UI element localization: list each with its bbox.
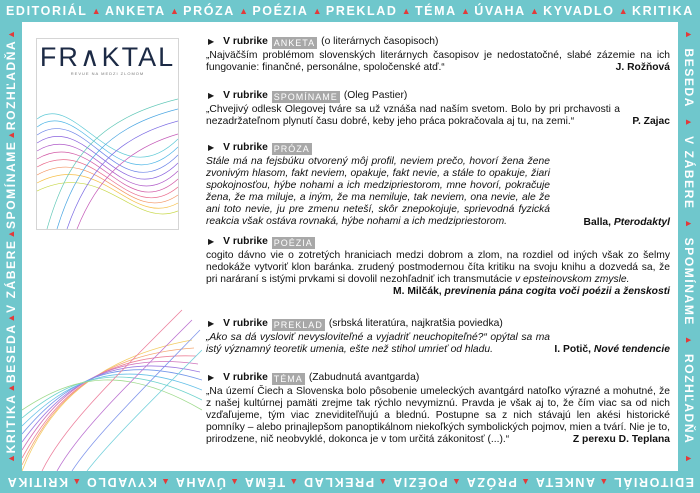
frame-triangle-icon: ▲ [684,335,694,345]
frame-triangle-icon: ▲ [312,6,322,16]
frame-triangle-icon: ▲ [230,477,239,487]
rubric-label: V rubrike [223,318,268,330]
bullet-triangle-icon: ▶ [208,319,215,329]
cover-wave-art [37,79,178,229]
entry-text: Stále má na fejsbúku otvorený môj profil, neviem prečo, hovorí žena žene zvonivým hlasom, fakt neviem, opakuje, fakt nevie, a stále to opakuje, žiari spokojnosťou, hýbe nohami a ich medzipriestorom, mne hovorí, pokračuje žena, že ma miluje, a iným, že ma nemiluje, tak neviem, ona nevie, ale že ani toto nevie, ju pre zmenu neteší, skôr znepokojuje, sprievodná fyzická reakcia však ostáva rovnaká, hýbe nohami a ich medzipriestorom. [206,156,550,228]
frame-section-word: KYVADLO [543,4,615,18]
frame-triangle-icon: ▲ [618,6,628,16]
frame-section-word: V ZÁBERE [682,136,696,210]
rubric-label: V rubrike [223,142,268,154]
frame-section-word: ROZHĽADŇA [682,354,696,445]
frame-section-word: PRÓZA [465,475,517,489]
frame-section-word: KRITIKA [4,393,18,454]
frame-triangle-icon: ▲ [239,6,249,16]
frame-triangle-icon: ▲ [684,219,694,229]
entry-poezia [206,236,670,298]
frame-triangle-icon: ▲ [91,6,101,16]
rubric-tag: SPOMÍNAME [273,91,338,102]
entry-author: Balla, Pterodaktyl [583,216,670,228]
cover-subtitle: REVUE NA MEDZI ZLOMOM [70,71,145,76]
frame-section-word: PREKLAD [325,4,398,18]
frame-triangle-icon: ▲ [529,6,539,16]
entry-author: M. Milčák, previnenia pána cogita voči poézii a ženskosti [393,286,670,298]
entry-proza [206,142,670,229]
frame-section-word: BESEDA [682,48,696,109]
entry-work-title: previnenia pána cogita voči poézii a ženskosti [444,286,670,298]
frame-section-word: TÉMA [414,4,457,18]
entry-text: cogito dávno vie o zotretých hraniciach medzi dobrom a zlom, na rozdiel od iných však zo šelmy nedokáže vytvoriť klon baránka. zrudený postmodernou číta kritiku na svoju knihu a dozvedá sa, že pri naráraní s istými prvkami si dovolil nezohľadniť ich transmutácie v epsteinovskom zmysle. [206,250,670,286]
rubric-label: V rubrike [223,372,268,384]
entry-author: Z perexu D. Teplana [572,434,670,446]
entry-header [206,318,670,331]
frame-section-word: PREKLAD [302,475,375,489]
frame-triangle-icon: ▲ [6,454,16,463]
rubric-note: (o literárnych časopisoch) [321,36,439,48]
frame-section-word: POÉZIA [391,475,448,489]
frame-section-word: ANKETA [534,475,596,489]
entry-text: „Chvejivý odlesk Olegovej tváre sa už vznáša nad naším svetom. Bolo by pri prchavosti a nezadržateľnom plynutí času dobré, keby jeho práca pokračovala aj tu, na zemi.“ [206,104,620,128]
frame-triangle-icon: ▲ [6,313,16,323]
rubric-note: (srbská literatúra, najkratšia poviedka) [328,318,503,330]
frame-section-word: KRITIKA [6,475,69,489]
decorative-swirl [22,300,202,471]
frame-triangle-icon: ▲ [6,383,16,393]
frame-triangle-icon: ▲ [401,6,411,16]
rubric-tag: ANKETA [273,37,316,48]
frame-triangle-icon: ▲ [6,30,16,39]
entry-header [206,236,670,249]
bullet-triangle-icon: ▶ [208,37,215,47]
frame-section-word: ÚVAHA [474,4,526,18]
rubric-label: V rubrike [223,236,268,248]
entry-text: „Ako sa dá vysloviť nevysloviteľné a vyjadriť neuchopiteľné?“ opýtal sa ma istý významný teoretik umenia, ešte než stihol umrieť od hladu. [206,332,550,356]
frame-triangle-icon: ▲ [6,130,16,140]
bullet-triangle-icon: ▶ [208,91,215,101]
entry-author: J. Rožňová [615,62,670,74]
frame-triangle-icon: ▲ [599,477,609,487]
rubric-label: V rubrike [223,36,268,48]
frame-section-word: PRÓZA [183,4,235,18]
entry-author: I. Potič, Nové tendencie [554,344,670,356]
frame-triangle-icon: ▲ [378,477,388,487]
frame-triangle-icon: ▲ [72,477,82,487]
entry-author: P. Zajac [632,116,670,128]
frame-triangle-icon: ▲ [684,30,694,39]
entry-spominame [206,90,670,128]
rubric-note: (Oleg Pastier) [343,90,408,102]
entry-work-title: Pterodaktyl [613,216,670,228]
rubric-tag: POÉZIA [273,237,313,248]
entry-preklad [206,318,670,356]
frame-right [678,22,700,471]
frame-triangle-icon: ▲ [289,477,299,487]
entry-text: „Na území Čiech a Slovenska bolo pôsobenie umeleckých avantgárd natoľko výrazné a mohutné, že z našej kultúrnej pamäti zrejme tak rýchlo nevymiznú. Pravda je však aj to, že čím viac sa od nich vzďaľujeme, tým viac zneviditeľňujú a blednú. Postupne sa z nich stávajú len akési historické pomníky – alebo prinajlepšom panoptikálnom niekoľkých symbolických pojmov, mien a tvárí. Nie je to, prirodzene, nič neobvyklé, dokonca je v tom určitá zákonitosť (...).“ [206,386,670,446]
frame-section-word: ÚVAHA [174,475,226,489]
frame-section-word: SPOMÍNAME [4,140,18,229]
frame-triangle-icon: ▲ [521,477,531,487]
frame-left [0,22,22,471]
frame-section-word: EDITORIÁL [6,4,88,18]
entry-header [206,142,670,155]
entry-tema [206,372,670,447]
bullet-triangle-icon: ▶ [208,373,215,383]
bullet-triangle-icon: ▶ [208,143,215,153]
frame-triangle-icon: ▲ [461,6,470,16]
entry-header [206,372,670,385]
rubric-label: V rubrike [223,90,268,102]
frame-triangle-icon: ▲ [451,477,461,487]
frame-triangle-icon: ▲ [684,117,694,127]
magazine-cover [36,38,179,230]
frame-section-word: KRITIKA [631,4,694,18]
rubric-tag: PRÓZA [273,143,310,154]
rubric-tag: PREKLAD [273,319,323,330]
frame-section-word: TÉMA [243,475,286,489]
frame-section-word: EDITORIÁL [612,475,694,489]
frame-top [0,0,700,22]
entry-text: „Najväčším problémom slovenských literárnych časopisov je nedostatočné, slabé zázemie na ich fungovanie: finančné, personálne, spoločenské atď.“ [206,50,670,74]
frame-bottom [0,471,700,493]
frame-section-word: ROZHĽADŇA [4,39,18,131]
entry-work-title: Nové tendencie [593,344,670,356]
frame-triangle-icon: ▲ [684,453,694,463]
entry-header [206,90,670,103]
entry-anketa [206,36,670,74]
frame-section-word: V ZÁBERE [4,239,18,313]
rubric-note: (Zabudnutá avantgarda) [308,372,420,384]
rubric-tag: TÉMA [273,373,303,384]
frame-section-word: KYVADLO [85,475,157,489]
frame-triangle-icon: ▲ [169,6,179,16]
entry-header [206,36,670,49]
cover-logo: FR∧KTAL [39,42,176,72]
frame-triangle-icon: ▲ [161,477,171,487]
frame-section-word: SPOMÍNAME [682,237,696,327]
frame-section-word: BESEDA [4,323,18,383]
frame-triangle-icon: ▲ [6,229,16,239]
bullet-triangle-icon: ▶ [208,237,215,247]
frame-section-word: ANKETA [104,4,166,18]
frame-section-word: POÉZIA [252,4,309,18]
